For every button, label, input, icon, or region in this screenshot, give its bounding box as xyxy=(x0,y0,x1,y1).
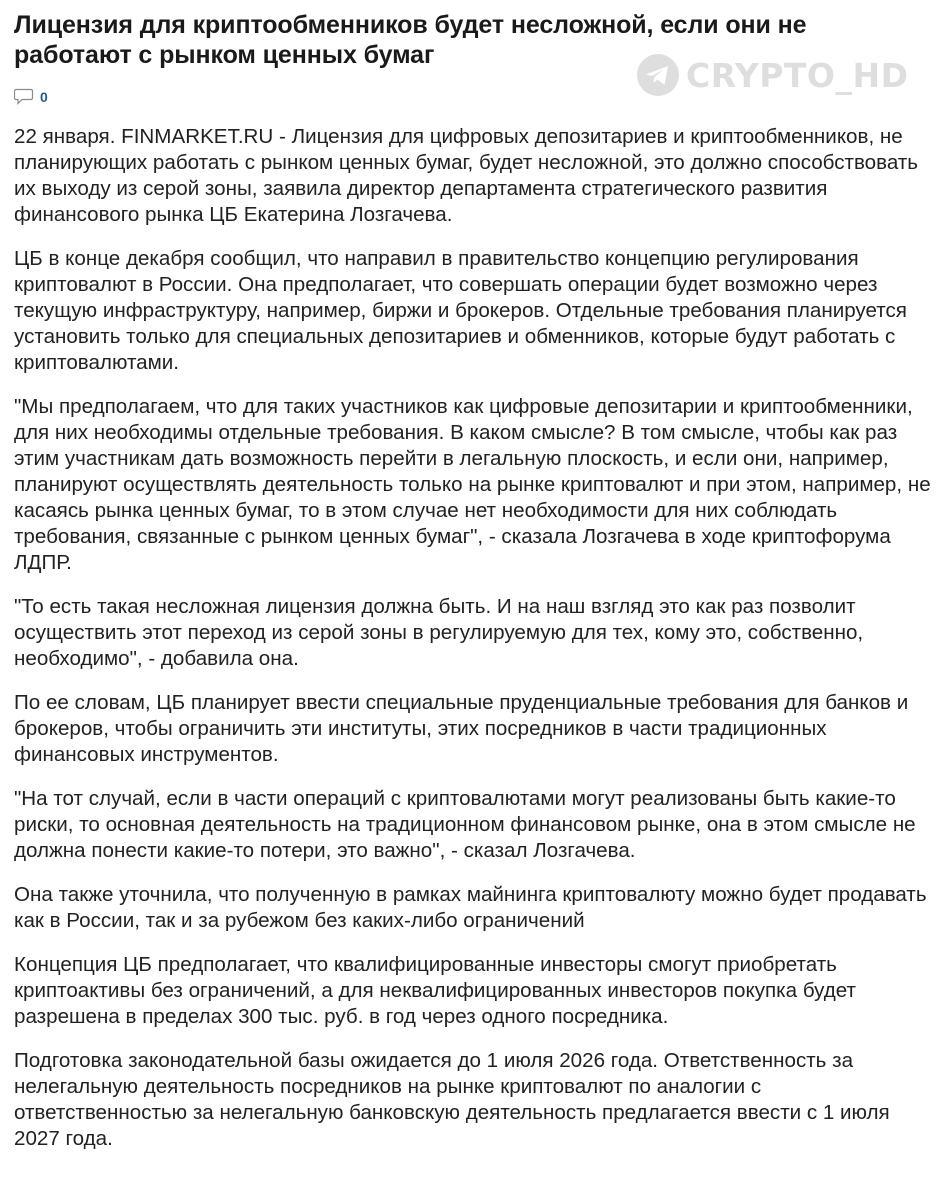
article-body xyxy=(14,124,932,1170)
article-paragraph: Она также уточнила, что полученную в рамках майнинга криптовалюту можно будет продавать как в России, так и за рубежом без каких-либо ограничений xyxy=(14,883,927,932)
article-paragraph: Концепция ЦБ предполагает, что квалифицированные инвесторы смогут приобретать криптоактивы без ограничений, а для неквалифицированных инвесторов покупка будет разрешена в пределах 300 тыс. руб. в год через одного посредника. xyxy=(14,953,856,1028)
article-paragraph: ЦБ в конце декабря сообщил, что направил в правительство концепцию регулирования криптовалют в России. Она предполагает, что совершать операции будет возможно через текущую инфраструктуру, например, биржи и брокеров. Отдельные требования планируется установить только для специальных депозитариев и обменников, которые будут работать с криптовалютами. xyxy=(14,247,907,374)
article-paragraph: По ее словам, ЦБ планирует ввести специальные пруденциальные требования для банков и брокеров, чтобы ограничить эти институты, этих посредников в части традиционных финансовых инструментов. xyxy=(14,691,909,766)
telegram-icon xyxy=(636,53,680,97)
article-paragraph: Подготовка законодательной базы ожидается до 1 июля 2026 года. Ответственность за нелегальную деятельность посредников на рынке криптовалют по аналогии с ответственностью за нелегальную банковскую деятельность предлагается ввести с 1 июля 2027 года. xyxy=(14,1049,890,1150)
article-paragraph: "Мы предполагаем, что для таких участников как цифровые депозитарии и криптообменники, для них необходимы отдельные требования. В каком смысле? В том смысле, чтобы как раз этим участникам дать возможность перейти в легальную плоскость, и если они, например, планируют осуществлять деятельность только на рынке криптовалют и при этом, например, не касаясь рынка ценных бумаг, то в этом случае нет необходимости для них соблюдать требования, связанные с рынком ценных бумаг", - сказала Лозгачева в ходе криптофорума ЛДПР. xyxy=(14,395,931,574)
comments-link[interactable] xyxy=(14,86,48,108)
article-paragraph: "На тот случай, если в части операций с криптовалютами могут реализованы быть какие-то риски, то основная деятельность на традиционном финансовом рынке, она в этом смысле не должна понести какие-то потери, это важно", - сказал Лозгачева. xyxy=(14,787,916,862)
watermark xyxy=(636,52,908,98)
article-title: Лицензия для криптообменников будет несложной, если они не работают с рынком ценных бумаг xyxy=(14,11,807,69)
article-paragraph: "То есть такая несложная лицензия должна быть. И на наш взгляд это как раз позволит осуществить этот переход из серой зоны в регулируемую для тех, кому это, собственно, необходимо", - добавила она. xyxy=(14,595,864,670)
watermark-text: CRYPTO_HD xyxy=(686,55,909,95)
comment-bubble-icon xyxy=(14,88,34,106)
comment-count[interactable]: 0 xyxy=(40,89,48,105)
article-paragraph: 22 января. FINMARKET.RU - Лицензия для цифровых депозитариев и криптообменников, не планирующих работать с рынком ценных бумаг, будет несложной, это должно способствовать их выходу из серой зоны, заявила директор департамента стратегического развития финансового рынка ЦБ Екатерина Лозгачева. xyxy=(14,125,919,226)
